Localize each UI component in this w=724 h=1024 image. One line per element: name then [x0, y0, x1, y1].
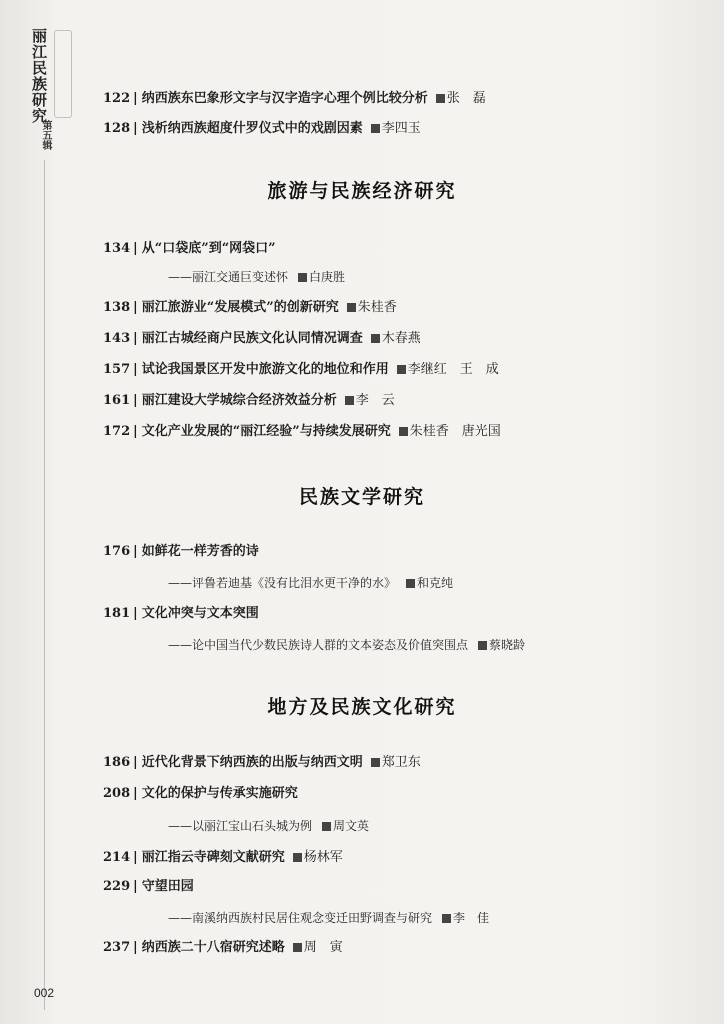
toc-entry[interactable]: 157 | 试论我国景区开发中旅游文化的地位和作用 李继红 王 成 [103, 359, 499, 381]
article-title: 丽江建设大学城综合经济效益分析 [141, 393, 337, 408]
issue-label: 第五辑 [40, 120, 51, 150]
author: 周文英 [322, 819, 369, 833]
author: 周 寅 [293, 940, 343, 955]
author: 蔡晓龄 [478, 638, 525, 652]
author: 杨林军 [293, 850, 343, 865]
article-title: 文化冲突与文本突围 [141, 606, 259, 621]
article-title: 纳西族二十八宿研究述略 [141, 940, 285, 955]
toc-entry[interactable]: 138 | 丽江旅游业“发展模式”的创新研究 朱桂香 [103, 297, 397, 319]
article-title: 文化的保护与传承实施研究 [141, 786, 298, 801]
page-ref: 122 [103, 91, 131, 106]
journal-title: 丽江民族研究 [30, 28, 48, 124]
page-number: 002 [34, 986, 55, 1000]
page-ref: 176 [103, 544, 131, 559]
section-heading: 民族文学研究 [298, 486, 425, 508]
toc-entry[interactable]: 214 | 丽江指云寺碑刻文献研究 杨林军 [103, 847, 343, 869]
author: 朱桂香 [347, 300, 397, 315]
author: 张 磊 [436, 91, 486, 106]
toc-entry[interactable]: 122 | 纳西族东巴象形文字与汉字造字心理个例比较分析 张 磊 [103, 88, 486, 110]
toc-entry[interactable]: 134 | 从“口袋底”到“网袋口” [103, 238, 276, 260]
article-subtitle: ——以丽江宝山石头城为例 [168, 819, 313, 833]
toc-subtitle [168, 266, 345, 288]
toc-subtitle [168, 572, 453, 594]
page-ref: 229 [103, 879, 131, 894]
toc-entry[interactable]: 181 | 文化冲突与文本突围 [103, 603, 259, 625]
margin-rule [44, 160, 45, 1010]
page-ref: 172 [103, 424, 131, 439]
article-title: 纳西族东巴象形文字与汉字造字心理个例比较分析 [141, 91, 428, 106]
page-ref: 161 [103, 393, 131, 408]
article-subtitle: ——南溪纳西族村民居住观念变迁田野调查与研究 [168, 911, 433, 925]
page-ref: 143 [103, 331, 131, 346]
article-title: 从“口袋底”到“网袋口” [141, 241, 276, 256]
article-title: 试论我国景区开发中旅游文化的地位和作用 [141, 362, 389, 377]
article-subtitle: ——丽江交通巨变述怀 [168, 270, 289, 284]
toc-entry[interactable]: 229 | 守望田园 [103, 876, 194, 898]
article-title: 守望田园 [141, 879, 194, 894]
journal-spine-label [30, 28, 54, 124]
toc-entry[interactable]: 128 | 浅析纳西族超度什罗仪式中的戏剧因素 李四玉 [103, 118, 421, 140]
page-ref: 138 [103, 300, 131, 315]
author: 李四玉 [371, 121, 421, 136]
article-title: 丽江旅游业“发展模式”的创新研究 [141, 300, 339, 315]
article-title: 丽江指云寺碑刻文献研究 [141, 850, 285, 865]
page-ref: 237 [103, 940, 131, 955]
page-ref: 181 [103, 606, 131, 621]
toc-entry[interactable]: 176 | 如鲜花一样芳香的诗 [103, 541, 259, 563]
page-ref: 208 [103, 786, 131, 801]
toc-entry[interactable]: 208 | 文化的保护与传承实施研究 [103, 783, 298, 805]
toc-entry[interactable]: 161 | 丽江建设大学城综合经济效益分析 李 云 [103, 390, 395, 412]
article-title: 文化产业发展的“丽江经验”与持续发展研究 [141, 424, 391, 439]
article-title: 浅析纳西族超度什罗仪式中的戏剧因素 [141, 121, 363, 136]
page-ref: 134 [103, 241, 131, 256]
toc-subtitle [168, 815, 369, 837]
author: 白庚胜 [298, 270, 345, 284]
toc-entry[interactable]: 237 | 纳西族二十八宿研究述略 周 寅 [103, 937, 343, 959]
author: 李继红 王 成 [397, 362, 499, 377]
author: 李 佳 [442, 911, 489, 925]
page-ref: 186 [103, 755, 131, 770]
author: 和克纯 [406, 576, 453, 590]
page-ref: 214 [103, 850, 131, 865]
author: 朱桂香 唐光国 [399, 424, 501, 439]
author: 郑卫东 [371, 755, 421, 770]
toc-entry[interactable]: 143 | 丽江古城经商户民族文化认同情况调查 木春燕 [103, 328, 421, 350]
article-subtitle: ——评鲁若迪基《没有比泪水更干净的水》 [168, 576, 397, 590]
toc-subtitle [168, 634, 525, 656]
article-title: 近代化背景下纳西族的出版与纳西文明 [141, 755, 363, 770]
author: 木春燕 [371, 331, 421, 346]
page-ref: 128 [103, 121, 131, 136]
article-title: 丽江古城经商户民族文化认同情况调查 [141, 331, 363, 346]
toc-entry[interactable]: 186 | 近代化背景下纳西族的出版与纳西文明 郑卫东 [103, 752, 421, 774]
toc-entry[interactable]: 172 | 文化产业发展的“丽江经验”与持续发展研究 朱桂香 唐光国 [103, 421, 501, 443]
section-heading: 旅游与民族经济研究 [267, 180, 457, 202]
seal-stamp-icon [54, 30, 72, 118]
article-subtitle: ——论中国当代少数民族诗人群的文本姿态及价值突围点 [168, 638, 469, 652]
page-ref: 157 [103, 362, 131, 377]
toc-subtitle [168, 907, 489, 929]
author: 李 云 [345, 393, 395, 408]
article-title: 如鲜花一样芳香的诗 [141, 544, 259, 559]
section-heading: 地方及民族文化研究 [267, 696, 457, 718]
